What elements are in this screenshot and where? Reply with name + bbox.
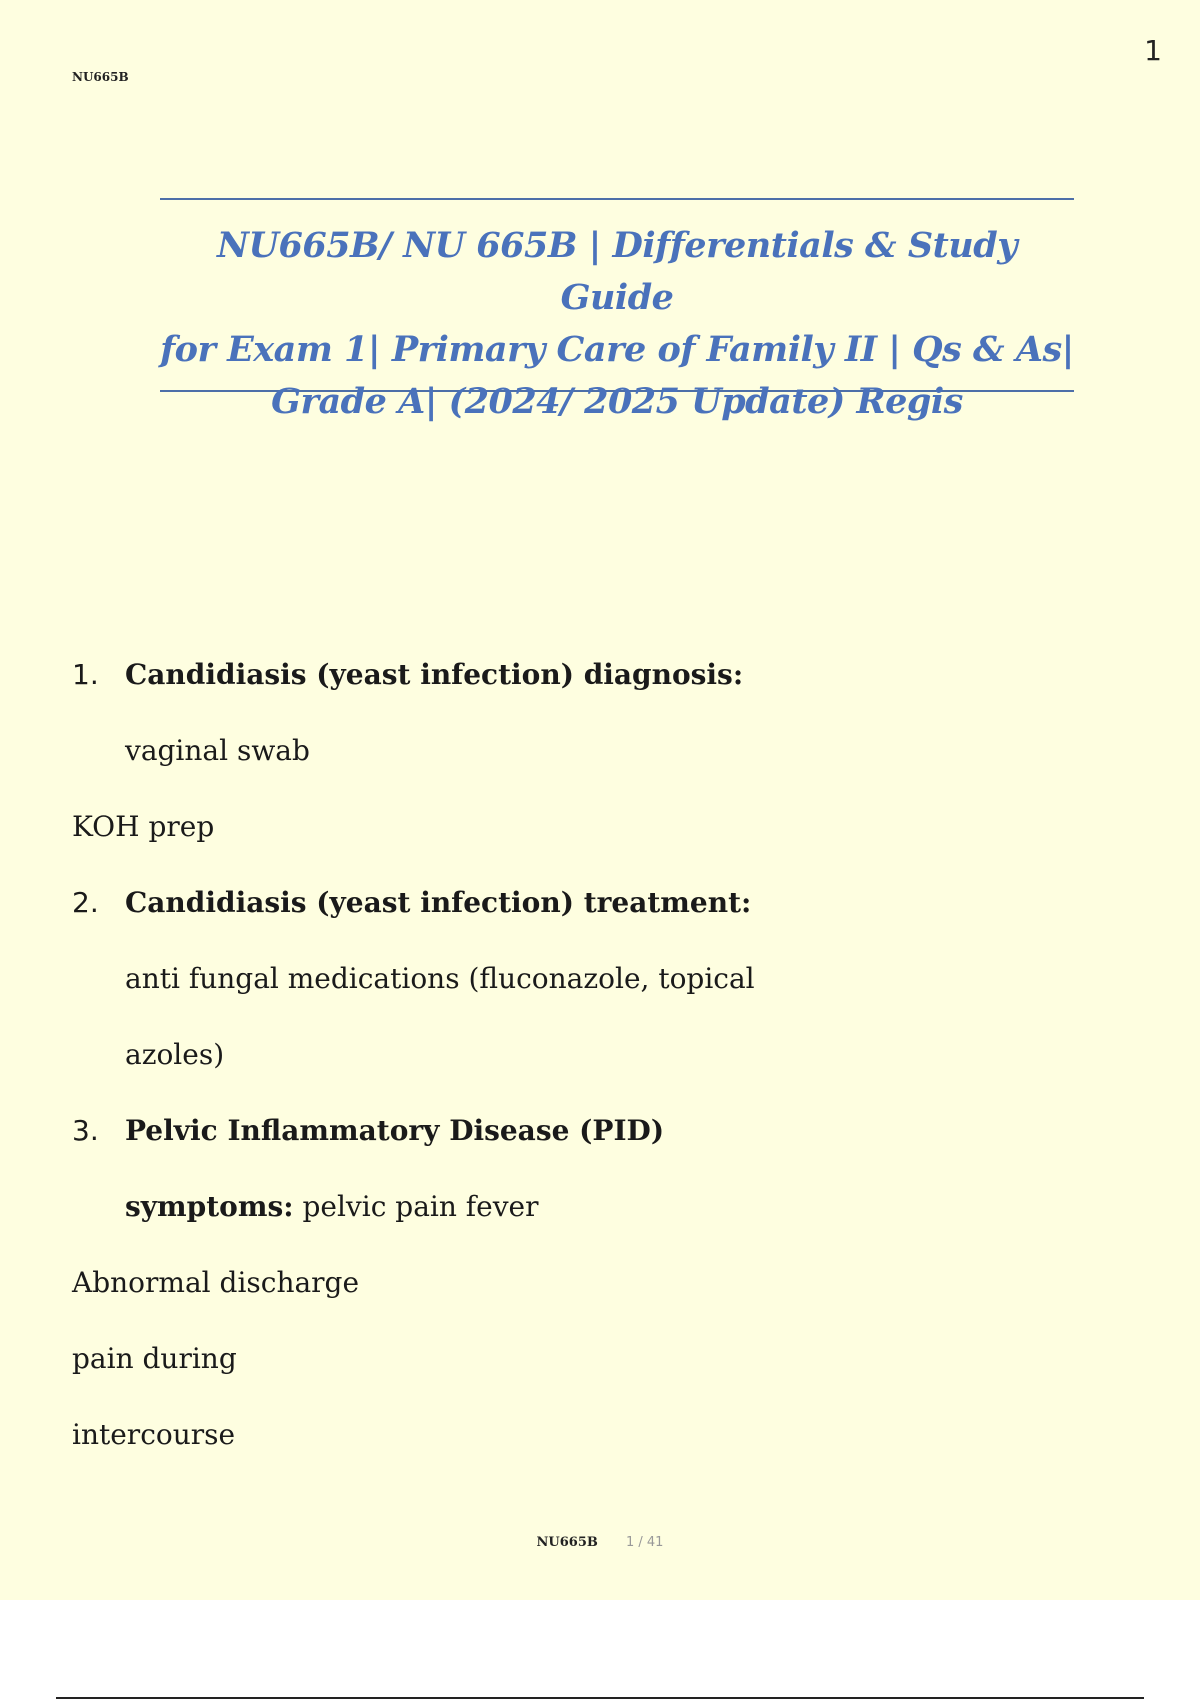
- list-item-number: 2.: [72, 886, 99, 919]
- list-item-3-heading-continued: [72, 1180, 1122, 1256]
- list-item-number: 1.: [72, 658, 99, 691]
- question-heading: Candidiasis (yeast infection) diagnosis:: [125, 658, 744, 691]
- page-number: 1: [1144, 34, 1162, 67]
- answer-line: vaginal swab: [125, 734, 310, 767]
- answer-line: pain during: [72, 1342, 237, 1375]
- list-item-3-heading: [72, 1104, 1122, 1180]
- document-title: [160, 220, 1074, 428]
- page-footer: [0, 1535, 1200, 1550]
- footer-course-code: NU665B: [536, 1535, 598, 1550]
- title-block: [160, 198, 1074, 422]
- title-line-1: NU665B/ NU 665B | Differentials & Study Guide: [216, 225, 1018, 318]
- question-heading: Candidiasis (yeast infection) treatment:: [125, 886, 752, 919]
- answer-line: anti fungal medications (fluconazole, topical: [125, 962, 755, 995]
- question-heading: Pelvic Inflammatory Disease (PID): [125, 1114, 665, 1147]
- list-item-1-heading: [72, 648, 1122, 724]
- question-heading: symptoms:: [125, 1190, 294, 1223]
- title-line-3: Grade A| (2024/ 2025 Update) Regis: [271, 381, 963, 422]
- title-line-2: for Exam 1| Primary Care of Family II | Qs & As|: [160, 329, 1074, 370]
- list-item-number: 3.: [72, 1114, 99, 1147]
- answer-line: intercourse: [72, 1418, 236, 1451]
- answer-line: Abnormal discharge: [72, 1266, 360, 1299]
- answer-line: azoles): [125, 1038, 225, 1071]
- answer-line: KOH prep: [72, 810, 215, 843]
- question-list: [72, 648, 1122, 1484]
- list-item-2-heading: [72, 876, 1122, 952]
- answer-inline: pelvic pain fever: [293, 1190, 539, 1223]
- next-page-divider: [56, 1697, 1144, 1699]
- footer-page-count: 1 / 41: [626, 1535, 664, 1550]
- header-course-code: NU665B: [72, 70, 129, 84]
